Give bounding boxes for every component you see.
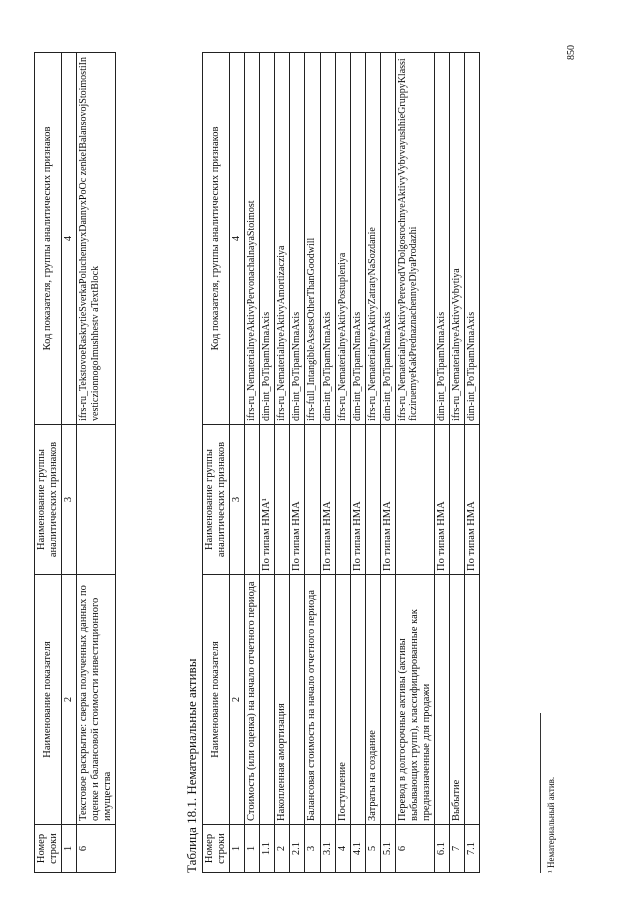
header-code: Код показателя, группы аналитических признаков (35, 52, 62, 424)
indicator-name-cell: Текстовое раскрытие: сверка полученных данных по оценке и балансовой стоимости инвестиционного имущества (77, 574, 116, 824)
code-cell: ifrs-ru_TekstovoeRaskrytieSverkaPoluchennyxDannyxPoOc zenkeIBalansovojStoimostiInvesticzionnogoImushhestv aTextBlock (77, 52, 116, 424)
table-row (320, 52, 335, 872)
table-row (290, 52, 305, 872)
code-cell: ifrs-ru_NematerialnyeAktivyPostupleniya (335, 52, 350, 424)
indicator-name-cell: Балансовая стоимость на начало отчетного периода (305, 574, 320, 824)
row-number-cell: 7 (450, 824, 465, 872)
row-number-cell: 4.1 (350, 824, 365, 872)
group-name-cell: По типам НМА (320, 424, 335, 574)
indicator-name-cell: Выбытие (450, 574, 465, 824)
group-name-cell: По типам НМА (465, 424, 480, 574)
header-code: Код показателя, группы аналитических признаков (203, 52, 230, 424)
footnote-divider (540, 713, 541, 873)
code-cell: ifrs-ru_NematerialnyeAktivyPervonachalnayaStoimost (245, 52, 260, 424)
code-cell: ifrs-ru_NematerialnyeAktivyVybytiya (450, 52, 465, 424)
header-group-name: Наименование группы аналитических признаков (35, 424, 62, 574)
indicator-name-cell (290, 574, 305, 824)
table-row (450, 52, 465, 872)
col-number: 1 (62, 824, 77, 872)
code-cell: ifrs-ru_NematerialnyeAktivyPerevodVDolgosrochnyeAktivyVybyvayushhieGruppyKlassificziruemyeKakPrednaznachennyeDlyaProdazhi (395, 52, 434, 424)
table-row (395, 52, 434, 872)
intangible-assets-table (202, 52, 480, 873)
group-name-cell (275, 424, 290, 574)
group-name-cell: По типам НМА¹ (260, 424, 275, 574)
row-number-cell: 6.1 (435, 824, 450, 872)
col-number: 3 (230, 424, 245, 574)
code-cell: dim-int_PoTipamNmaAxis (290, 52, 305, 424)
table-caption: Таблица 18.1. Нематериальные активы (184, 658, 199, 873)
code-cell: dim-int_PoTipamNmaAxis (350, 52, 365, 424)
col-number: 2 (230, 574, 245, 824)
indicator-name-cell (380, 574, 395, 824)
table-row (380, 52, 395, 872)
row-number-cell: 3 (305, 824, 320, 872)
col-number: 1 (230, 824, 245, 872)
header-group-name: Наименование группы аналитических признаков (203, 424, 230, 574)
group-name-cell: По типам НМА (380, 424, 395, 574)
code-cell: ifrs-ru_NematerialnyeAktivyZatratyNaSozdanie (365, 52, 380, 424)
col-number: 4 (62, 52, 77, 424)
group-name-cell: По типам НМА (435, 424, 450, 574)
table-continued (34, 52, 116, 873)
header-indicator-name: Наименование показателя (203, 574, 230, 824)
code-cell: ifrs-full_IntangibleAssetsOtherThanGoodwill (305, 52, 320, 424)
code-cell: dim-int_PoTipamNmaAxis (260, 52, 275, 424)
header-row-number: Номер строки (35, 824, 62, 872)
row-number-cell: 4 (335, 824, 350, 872)
table-row (245, 52, 260, 872)
indicator-name-cell: Перевод в долгосрочные активы (активы выбывающих групп), классифицированные как предназначенные для продажи (395, 574, 434, 824)
group-name-cell (395, 424, 434, 574)
code-cell: dim-int_PoTipamNmaAxis (435, 52, 450, 424)
indicator-name-cell: Накопленная амортизация (275, 574, 290, 824)
col-number: 4 (230, 52, 245, 424)
indicator-name-cell (320, 574, 335, 824)
header-row-number: Номер строки (203, 824, 230, 872)
page-number: 850 (566, 44, 577, 60)
col-number: 3 (62, 424, 77, 574)
indicator-name-cell (350, 574, 365, 824)
header-indicator-name: Наименование показателя (35, 574, 62, 824)
code-cell: ifrs-ru_NematerialnyeAktivyAmortizacziya (275, 52, 290, 424)
group-name-cell (77, 424, 116, 574)
code-cell: dim-int_PoTipamNmaAxis (320, 52, 335, 424)
table-row (350, 52, 365, 872)
indicator-name-cell (465, 574, 480, 824)
table-row (77, 52, 116, 872)
row-number-cell: 7.1 (465, 824, 480, 872)
table-row (365, 52, 380, 872)
code-cell: dim-int_PoTipamNmaAxis (380, 52, 395, 424)
indicator-name-cell: Поступление (335, 574, 350, 824)
table-row (305, 52, 320, 872)
rotated-page (26, 23, 614, 883)
table-row (465, 52, 480, 872)
group-name-cell (245, 424, 260, 574)
col-number: 2 (62, 574, 77, 824)
row-number-cell: 3.1 (320, 824, 335, 872)
group-name-cell: По типам НМА (290, 424, 305, 574)
row-number-cell: 1 (245, 824, 260, 872)
group-name-cell (335, 424, 350, 574)
group-name-cell (365, 424, 380, 574)
indicator-name-cell (260, 574, 275, 824)
table-row (435, 52, 450, 872)
table-row (275, 52, 290, 872)
row-number-cell: 5.1 (380, 824, 395, 872)
indicator-name-cell: Затраты на создание (365, 574, 380, 824)
group-name-cell: По типам НМА (350, 424, 365, 574)
group-name-cell (305, 424, 320, 574)
indicator-name-cell: Стоимость (или оценка) на начало отчетного периода (245, 574, 260, 824)
row-number-cell: 1.1 (260, 824, 275, 872)
row-number-cell: 6 (77, 824, 116, 872)
table-row (335, 52, 350, 872)
row-number-cell: 6 (395, 824, 434, 872)
row-number-cell: 2.1 (290, 824, 305, 872)
table-row (260, 52, 275, 872)
indicator-name-cell (435, 574, 450, 824)
group-name-cell (450, 424, 465, 574)
footnote: ¹ Нематериальный актив. (546, 776, 556, 873)
row-number-cell: 5 (365, 824, 380, 872)
code-cell: dim-int_PoTipamNmaAxis (465, 52, 480, 424)
row-number-cell: 2 (275, 824, 290, 872)
